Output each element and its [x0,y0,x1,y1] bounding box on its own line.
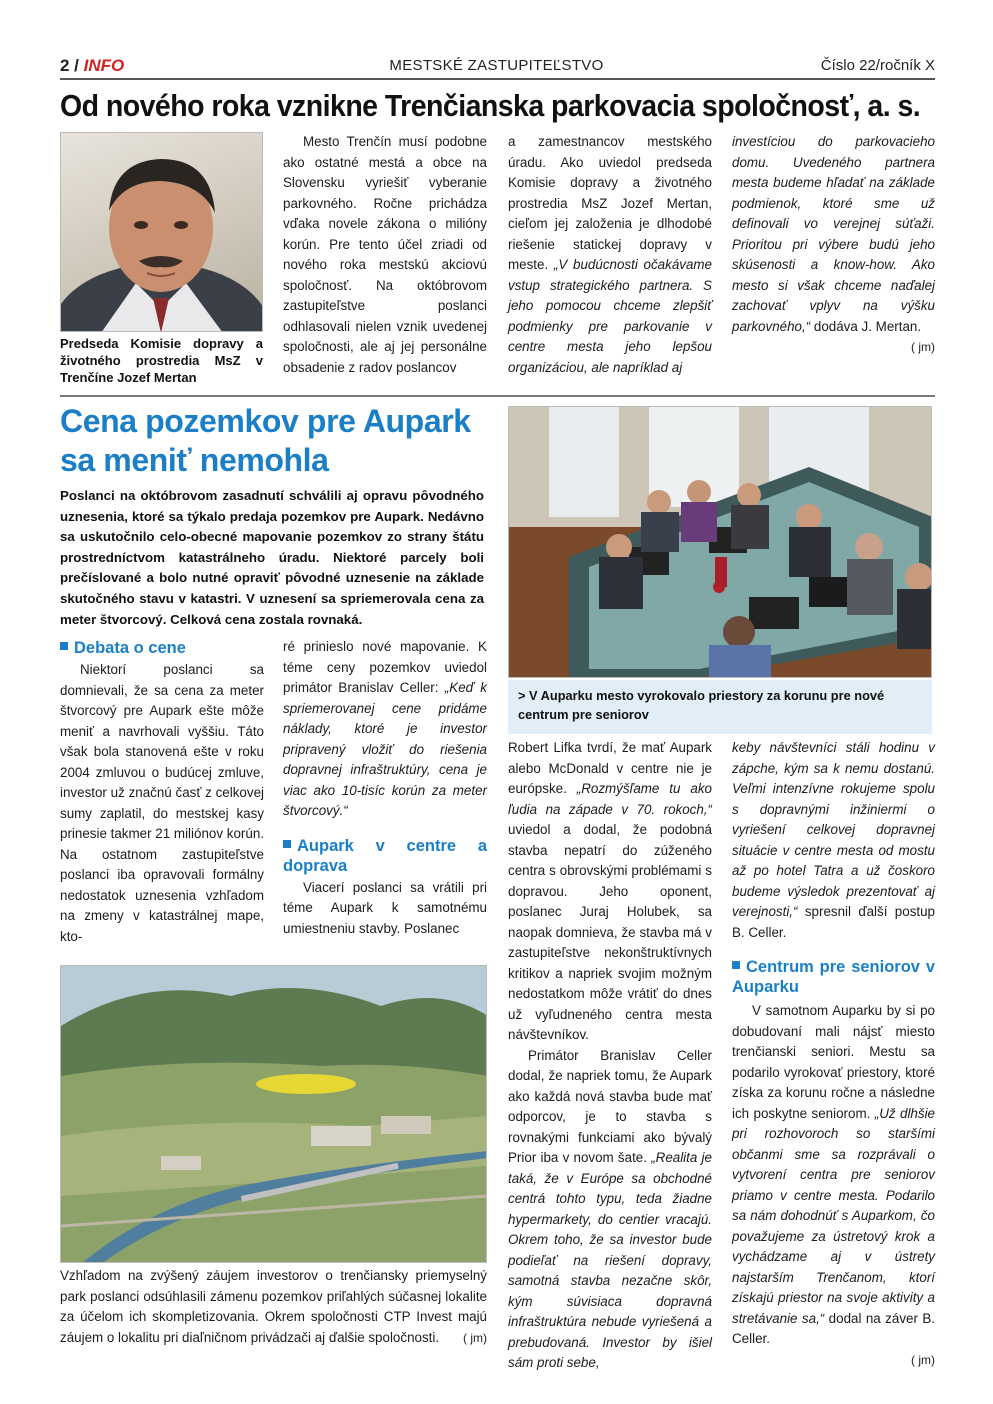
article2-paragraph-6 [732,738,935,943]
aerial-caption [60,1266,487,1349]
article2-signature: ( jm) [911,1352,935,1367]
article1-text: a zamestnancov mestského úradu. Ako uviedol predseda Komisie dopravy a životného prostredia MsZ Jozef Mertan, cieľom jej založenia je dlhodobé riešenie statickej dopravy v meste. [508,134,712,272]
article2-paragraph-2 [283,637,487,822]
portrait-photo [60,132,263,332]
article2-column-3 [508,738,712,1374]
article1-paragraph-1: Mesto Trenčín musí podobne ako ostatné mestá a obce na Slovensku vyriešiť vyberanie parkovného. Ročne prichádza vďaka novele zákona o milióny korún. Pre tento účel zriadi od nového roka mestskú akciovú spoločnosť. Na októbrovom zastupiteľstve poslanci odhlasovali nielen vznik uvedenej spoločnosti, ale aj jej personálne obsadenie z radov poslancov [283,134,487,375]
aerial-photo [60,965,487,1263]
article2-paragraph-4 [508,738,712,1046]
article1-column-3 [732,132,935,358]
portrait-caption: Predseda Komisie dopravy a životného prostredia MsZ v Trenčíne Jozef Mertan [60,336,263,385]
subhead-centrum [732,957,935,997]
article2-column-1 [60,660,264,947]
article2-text: Primátor Branislav Celler dodal, že napriek tomu, že Aupark ako každá nová stavba bude mať odporcov, je to stavba s rovnakými funkciami ako bývalý Prior iba v novom šate. [508,1047,712,1165]
article2-text: uviedol a dodal, že podobná stavba nepatrí do zúženého centra s obrovskými problémami s dopravou. Jeho oponent, poslanec Juraj Holubek, sa naopak domnieva, že stavba má v zastupiteľstve nekonštruktívnych kritikov a napriek svojim možným nedostatkom môže vrátiť do dnes už vyľudneného centra mesta návštevníkov. [508,822,712,1042]
article2-quote: „Realita je taká, že v Európe sa obchodné centrá tohto typu, teda žiadne hypermarkety, do centier vracajú. Okrem toho, že sa investor bude podieľať na riešení dopravy, samotná stavba nezačne skôr, kým súvisiaca dopravná infraštruktúra nebude vyriešená a prebudovaná. Investor by išiel sám proti sebe, [508,1150,712,1370]
article1-quote-2: investíciou do parkovacieho domu. Uvedeného partnera mesta budeme hľadať na základe podmienok, ktoré sme už definovali vo verejnej súťaži. Prioritou pri výbere budú jeho skúsenosti a know-how. Ako mesto si však chceme naďalej zachovať vplyv na výšku parkovného,“ [732,134,935,334]
article1-paragraph-2 [508,132,712,378]
article2-paragraph-3: Viacerí poslanci sa vrátili pri téme Aupark k samotnému umiestneniu stavby. Poslanec [283,879,487,936]
article2-text: dodal na záver B. Celler. [732,1310,935,1346]
article2-quote: „Keď k spriemerovanej cene pridáme náklady, ktoré je investor pripravený vložiť do riešenia dopravnej infraštruktúry, cena je viac ako 10-tisíc korún za meter štvorcový.“ [283,680,488,818]
article1-headline: Od nového roka vznikne Trenčianska parkovacia spoločnosť, a. s. [60,88,921,123]
article2-text: Robert Lifka tvrdí, že mať Aupark alebo McDonald v centre nie je európske. [508,740,712,796]
meeting-photo [508,406,932,678]
article1-column-2 [508,132,712,378]
article2-text: spresnil ďalší postup B. Celler. [732,904,935,940]
article2-paragraph-5 [508,1046,712,1374]
square-bullet-icon [283,840,291,848]
article1-paragraph-3 [732,132,935,337]
subhead-text: Centrum pre seniorov v Auparku [732,958,935,996]
article1-quote: „V budúcnosti očakávame vstup strategického partnera. S jeho pomocou chceme zlepšiť podmienky pre parkovanie v centre mesta jeho lepšou organizáciou, ale napríklad aj [508,257,713,375]
section-divider [60,395,935,397]
page-number-text: 2 / [60,56,79,75]
article2-headline: Cena pozemkov pre Aupark sa meniť nemohla [60,403,471,478]
article2-text: ré prinieslo nové mapovanie. K téme ceny pozemkov uviedol primátor Branislav Celler: [283,639,487,695]
article1-attribution: dodáva J. Mertan. [810,318,922,334]
article2-quote: „Rozmýšľame tu ako ľudia na západe v 70. rokoch,“ [508,781,712,817]
info-logo: INFO [83,56,125,75]
article2-column-2 [283,637,487,939]
article2-paragraph-7 [732,1001,935,1350]
subhead-text: Aupark v centre a doprava [283,836,487,875]
issue-number: Číslo 22/ročník X [820,57,935,74]
article2-lead: Poslanci na októbrovom zasadnutí schválili aj opravu pôvodného uznesenia, ktoré sa týkalo predaja pozemkov pre Aupark. Nedávno sa uskutočnilo celo-obecné mapovanie pozemkov zo strany štátu prostredníctvom katastrálneho úradu. Niektoré parcely boli prečíslované a bolo nutné opraviť pôvodné uznesenie na základe skutočného stavu v katastri. V uznesení sa spriemerovala cena za meter štvorcový. Celková cena zostala rovnaká. [60,488,484,627]
article1-signature: ( jm) [911,340,935,354]
article2-quote: keby návštevníci stáli hodinu v zápche, kým sa k nemu dostanú. Veľmi intenzívne rokujeme spolu s dopravnými inžiniermi o vyriešení celkovej dopravnej situácie v centre mesta od mostu až po hotel Tatra a už čoskoro budeme výsledok prezentovať aj verejnosti,“ [732,740,935,919]
article2-paragraph-1: Niektorí poslanci sa domnievali, že sa cena za meter štvorcový pre Aupark ešte môže meniť a navrhovali vyššiu. Táto však bola stanovená ešte v roku 2004 zmluvou o budúcej zmluve, investor už značnú časť z celkovej sumy zaplatil, do mestskej kasy prinesie takmer 21 miliónov korún. Na ostatnom zastupiteľstve poslanci iba opravovali formálny nedostatok uznesenia vzhľadom na zmeny v katastrálnej mape, kto- [60,662,264,944]
square-bullet-icon [60,642,68,650]
article2-quote: „Už dlhšie pri rozhovoroch so staršími občanmi sme sa rozprávali o vytvorení centra pre seniorov priamo v centre mesta. Podarilo sa nám dohodnúť s Auparkom, čo považujeme za ústretový krok a vychádzame aj v ústrety najstarším Trenčanom, ktorí získajú priestor na svoje aktivity a stretávanie sa,“ [732,1105,935,1326]
subhead-aupark [283,836,487,876]
subhead-text: Debata o cene [74,639,186,657]
aerial-illustration [61,966,487,1263]
article3-signature: ( jm) [463,1331,487,1345]
article2-text: V samotnom Auparku by si po dobudovaní mali nájsť miesto trenčianski seniori. Mestu sa podarilo vyrokovať priestory, ktoré získa za korunu ročne a následne ich poskytne seniorom. [732,1003,935,1121]
header-divider [60,78,935,80]
article1-column-1 [283,132,487,378]
square-bullet-icon [732,961,740,969]
portrait-illustration [61,133,263,332]
aerial-caption-text: Vzhľadom na zvýšený záujem investorov o trenčiansky priemyselný park poslanci odsúhlasili zámenu pozemkov priľahlých súčasnej lokalite za účelom ich skompletizovania. Okrem spoločnosti CTP Invest majú záujem o lokalitu pri diaľničnom privádzači aj ďalšie spoločnosti. [60,1268,487,1345]
meeting-illustration [509,407,932,678]
meeting-photo-caption: > V Auparku mesto vyrokovalo priestory za korunu pre nové centrum pre seniorov [508,680,932,734]
section-title: MESTSKÉ ZASTUPITEĽSTVO [389,57,604,74]
article2-subhead-1 [60,638,270,658]
article2-column-4 [732,738,935,1370]
subhead-debata [60,638,270,658]
